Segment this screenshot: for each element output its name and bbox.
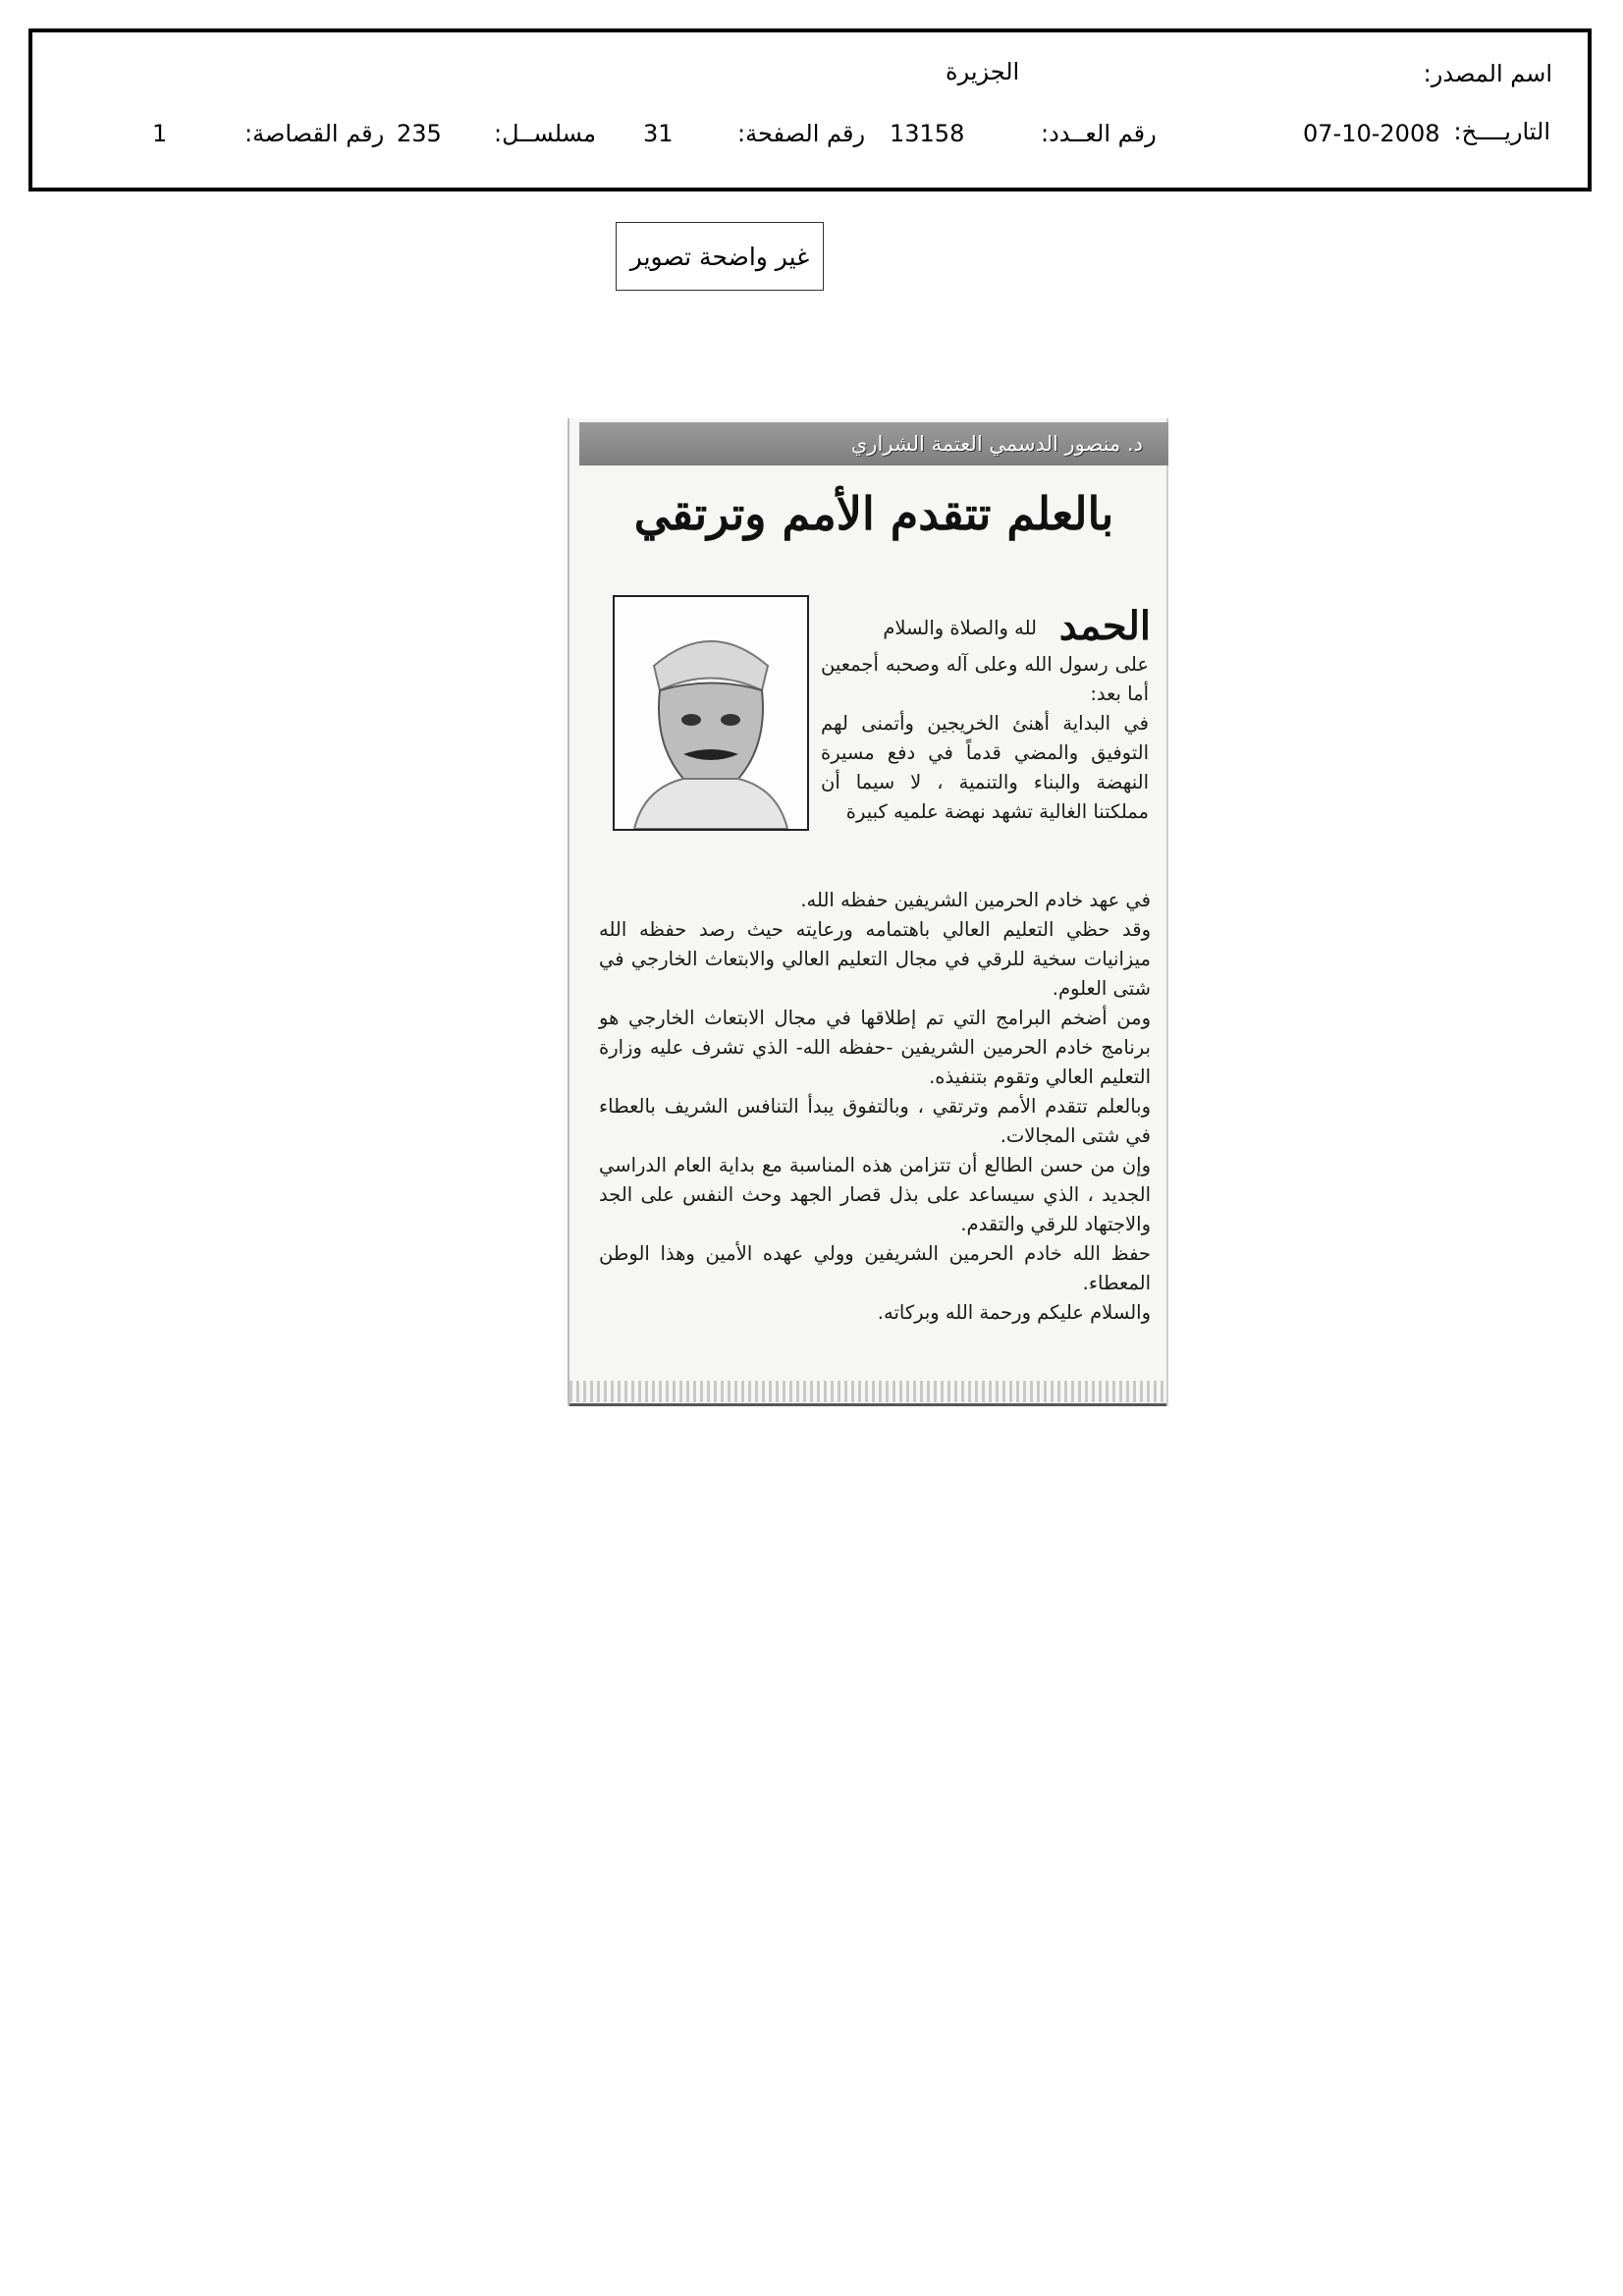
clip-label: رقم القصاصة:: [244, 120, 385, 147]
narrow-column: [821, 650, 1149, 827]
unclear-copy-stamp: غير واضحة تصوير: [616, 222, 824, 291]
author-photo: [613, 595, 809, 831]
date-value: 07-10-2008: [1303, 120, 1440, 147]
date-label: التاريــــخ:: [1453, 118, 1550, 145]
source-label: اسم المصدر:: [1423, 60, 1552, 87]
paragraph: في البداية أهنئ الخريجين وأتمنى لهم التوفيق والمضي قدماً في دفع مسيرة النهضة والبناء والتنمية ، لا سيما أن مملكتنا الغالية تشهد نهضة علميه كبيرة: [821, 712, 1149, 823]
paragraph: ومن أضخم البرامج التي تم إطلاقها في مجال الابتعاث الخارجي هو برنامج خادم الحرمين الشريفين -حفظه الله- الذي تشرف عليه وزارة التعليم العالي وتقوم بتنفيذه.: [599, 1007, 1151, 1088]
serial-label: مسلســل:: [494, 120, 596, 147]
page-value: 31: [643, 120, 674, 147]
bottom-rule: [569, 1403, 1166, 1406]
byline: د. منصور الدسمي العتمة الشراري: [850, 432, 1143, 456]
issue-label: رقم العــدد:: [1041, 120, 1157, 147]
clip-value: 1: [152, 120, 168, 147]
metadata-box: [28, 28, 1592, 191]
scan-noise: [569, 1381, 1166, 1402]
page-label: رقم الصفحة:: [737, 120, 866, 147]
serial-value: 235: [397, 120, 442, 147]
article-title: بالعلم تتقدم الأمم وترتقي: [633, 487, 1114, 540]
paragraph: وإن من حسن الطالع أن تتزامن هذه المناسبة مع بداية العام الدراسي الجديد ، الذي سيساعد على بذل قصار الجهد وحث النفس على الجد والاجتهاد للرقي والتقدم.: [599, 1154, 1151, 1235]
wide-column: [599, 886, 1151, 1328]
newspaper-clipping: [568, 418, 1168, 1406]
paragraph: حفظ الله خادم الحرمين الشريفين وولي عهده الأمين وهذا الوطن المعطاء.: [599, 1242, 1151, 1294]
first-line: لله والصلاة والسلام: [883, 617, 1037, 639]
issue-value: 13158: [890, 120, 965, 147]
paragraph: في عهد خادم الحرمين الشريفين حفظه الله.: [800, 889, 1151, 911]
source-value: الجزيرة: [946, 58, 1020, 85]
paragraph: وبالعلم تتقدم الأمم وترتقي ، وبالتفوق يبدأ التنافس الشريف بالعطاء في شتى المجالات.: [599, 1095, 1151, 1147]
byline-banner: [579, 422, 1168, 465]
author-portrait-icon: [615, 597, 807, 829]
paragraph: والسلام عليكم ورحمة الله وبركاته.: [877, 1301, 1151, 1324]
lead-word: الحمد: [1058, 603, 1151, 649]
paragraph: وقد حظي التعليم العالي باهتمامه ورعايته حيث رصد حفظه الله ميزانيات سخية للرقي في مجال التعليم العالي والابتعاث الخارجي في شتى العلوم.: [599, 918, 1151, 1000]
paragraph: على رسول الله وعلى آله وصحبه أجمعين أما بعد:: [821, 653, 1149, 705]
